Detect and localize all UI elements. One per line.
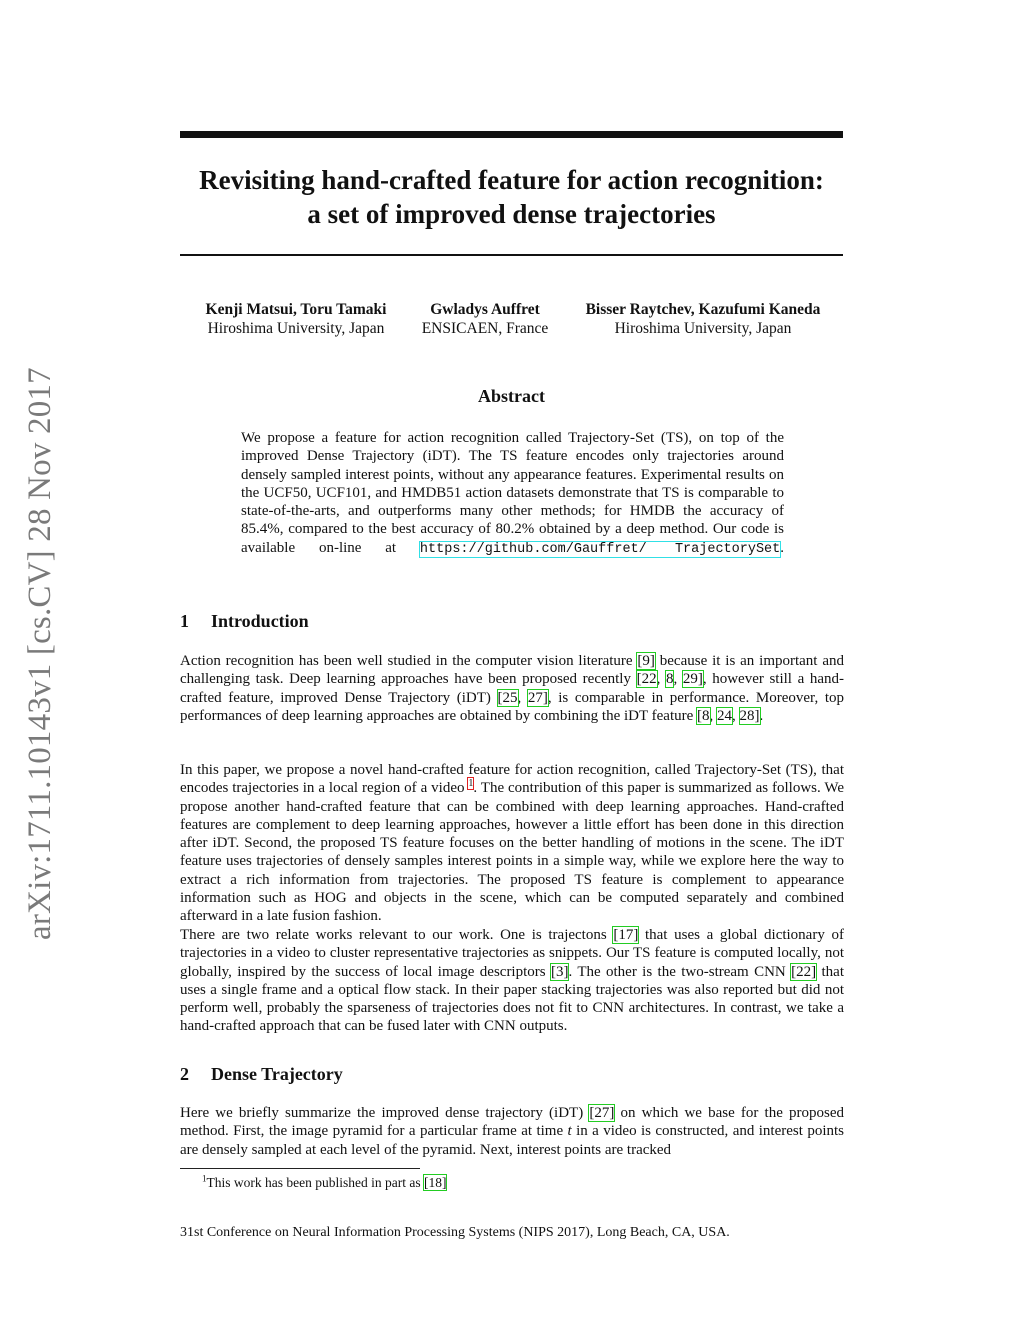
intro-paragraph-3: There are two relate works relevant to our work. One is trajectons [17] that uses a global dictionary of trajectories in a video to cluster representative trajectories as snippets. Our TS feature is computed locally, not globally, inspired by the success of local image descriptors [3]. The other is the two-stream CNN [22] that uses a single frame and a optical flow stack. In their paper stacking trajectories was also reported but did not perform well, probably the sparseness of trajectories does not fit to CNN architectures. In contrast, we take a hand-crafted approach that can be fused later with CNN outputs. [180, 927, 844, 1035]
footnote-link[interactable]: 1 [468, 778, 474, 790]
author-name: Kenji Matsui, Toru Tamaki [205, 301, 387, 318]
title-bottom-rule [180, 254, 843, 256]
footnote-mark: 1 [202, 1173, 207, 1184]
author-affiliation: Hiroshima University, Japan [207, 320, 385, 337]
section-number: 2 [180, 1064, 189, 1084]
dense-paragraph-1: Here we briefly summarize the improved dense trajectory (iDT) [27] on which we base for the proposed method. First, the image pyramid for a particular frame at time t in a video is constructed, and interest points are densely sampled at each level of the pyramid. Next, interest points are tracked [180, 1105, 845, 1158]
author-block-1 [190, 300, 402, 338]
citation-link[interactable]: 28] [739, 707, 760, 724]
citation-link[interactable]: [17] [613, 927, 639, 943]
author-affiliation: ENSICAEN, France [421, 320, 549, 337]
citation-link[interactable]: [22 [636, 671, 657, 688]
citation-link[interactable]: [9] [637, 653, 655, 669]
citation-link[interactable]: [27] [589, 1105, 615, 1121]
section-title: Introduction [211, 611, 309, 631]
citation-link[interactable]: [25 [497, 689, 518, 706]
intro-paragraph-1: Action recognition has been well studied in the computer vision literature [9] because it is an important and challenging task. Deep learning approaches have been proposed recently [22, 8, 29], however still a hand-crafted feature, improved Dense Trajectory (iDT) [25, 27], is comparable in performance. Moreover, top performances of deep learning approaches are obtained by combining the iDT feature [8, 24, 28]. [180, 653, 845, 724]
section-heading-introduction [180, 611, 309, 632]
citation-link[interactable]: [8 [697, 707, 710, 724]
abstract-body: We propose a feature for action recognition called Trajectory-Set (TS), on top of the improved Dense Trajectory (iDT). The TS feature encodes only trajectories around densely sampled interest points, without any appearance features. Experimental results on the UCF50, UCF101, and HMDB51 action datasets demonstrate that TS is comparable to state-of-the-arts, and outperforms many other methods; for HMDB the accuracy of 85.4%, compared to the best accuracy of 80.2% obtained by a deep method. Our code is available on-line at [241, 430, 784, 556]
author-name: Gwladys Auffret [430, 301, 540, 318]
title-top-rule [180, 131, 843, 138]
title-line-1: Revisiting hand-crafted feature for action recognition: [199, 165, 824, 195]
title-line-2: a set of improved dense trajectories [307, 199, 716, 229]
footnote [202, 1175, 446, 1191]
citation-link[interactable]: [18] [423, 1175, 447, 1190]
author-block-3 [568, 300, 838, 338]
section-number: 1 [180, 611, 189, 631]
intro-paragraph-2: In this paper, we propose a novel hand-crafted feature for action recognition, called Trajectory-Set (TS), that encodes trajectories in a local region of a video $^1$. The contribution of this paper is summarized as follows. We propose another hand-crafted feature that can be combined with deep learning approaches. Hand-crafted features are complement to deep learning approaches, however a little effort has been done in this direction after iDT. Second, the proposed TS feature focuses on the better handling of motions in the scene. The iDT feature uses trajectories of densely samples interest points in a simple way, while we explore here the way to extract a rich information from trajectories. The proposed TS feature is complement to appearance information such as HOG and objects in the scene, which can be computed separately and combined afterward in a late fusion fashion. [180, 762, 844, 924]
footnote-text: This work has been published in part as [206, 1175, 424, 1190]
footnote-rule [180, 1168, 420, 1169]
math-variable: t [567, 1123, 572, 1140]
abstract-heading: Abstract [478, 386, 545, 406]
paper-title [180, 163, 843, 231]
citation-link[interactable]: 24 [717, 707, 733, 724]
section-heading-dense-trajectory [180, 1064, 343, 1085]
abstract-text: We propose a feature for action recognition called Trajectory-Set (TS), on top of the improved Dense Trajectory (iDT). The TS feature encodes only trajectories around densely sampled interest points, without any appearance features. Experimental results on the UCF50, UCF101, and HMDB51 action datasets demonstrate that TS is comparable to state-of-the-arts, and outperforms many other methods; for HMDB the accuracy of 85.4%, compared to the best accuracy of 80.2% obtained by a deep method. Our code is available on-line at https://github.com/Gauffret/ TrajectorySet. [241, 430, 785, 557]
citation-link[interactable]: 29] [682, 671, 703, 688]
section-title: Dense Trajectory [211, 1064, 343, 1084]
citation-link[interactable]: 27] [527, 689, 548, 706]
citation-link[interactable]: 8 [665, 671, 674, 688]
author-name: Bisser Raytchev, Kazufumi Kaneda [585, 301, 821, 318]
arxiv-watermark: arXiv:1711.10143v1 [cs.CV] 28 Nov 2017 [22, 367, 58, 940]
author-block-2 [410, 300, 560, 338]
code-url-link[interactable]: https://github.com/Gauffret/ TrajectorySet [419, 541, 781, 557]
citation-link[interactable]: [3] [550, 963, 569, 980]
author-affiliation: Hiroshima University, Japan [614, 320, 792, 337]
citation-link[interactable]: [22] [791, 963, 817, 980]
conference-footer: 31st Conference on Neural Information Processing Systems (NIPS 2017), Long Beach, CA, USA. [180, 1225, 730, 1240]
